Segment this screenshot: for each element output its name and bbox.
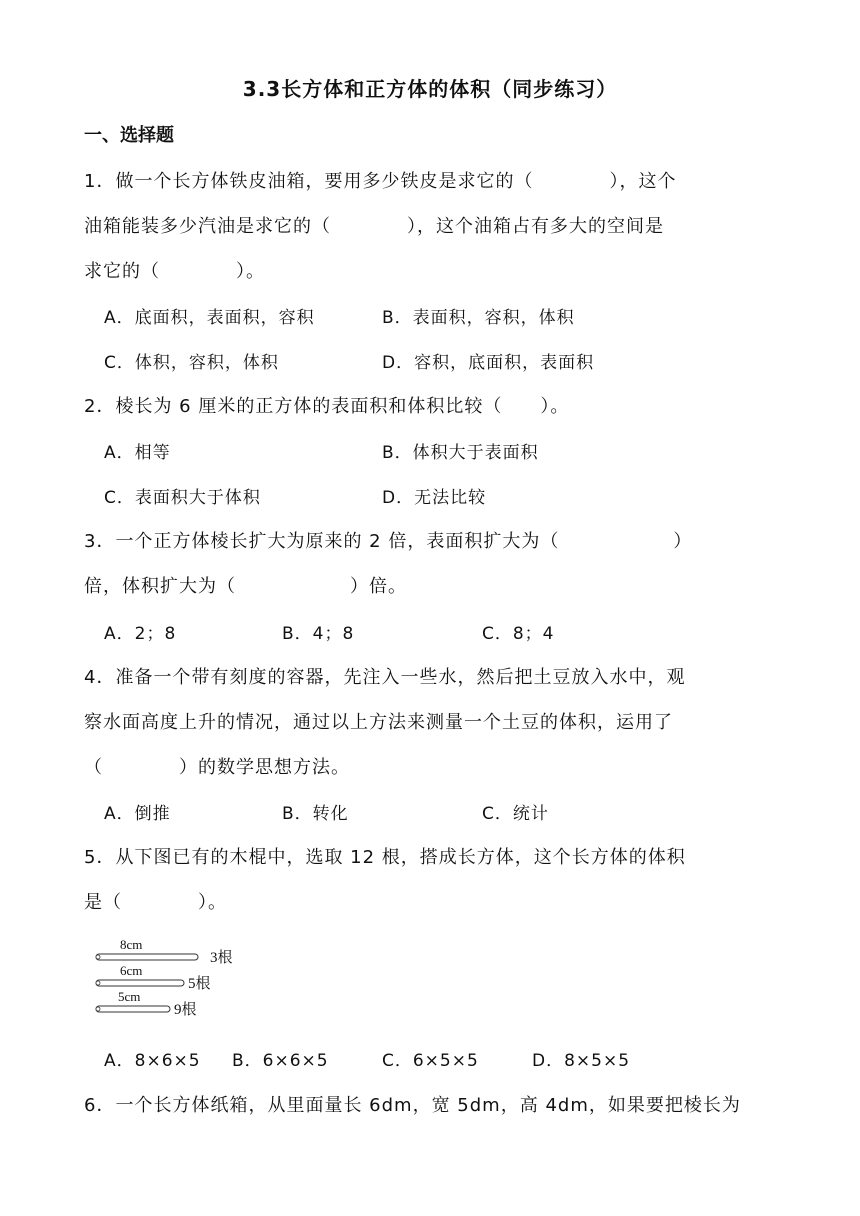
question-3-line-1: 3．一个正方体棱长扩大为原来的 2 倍，表面积扩大为（ ） [84, 531, 693, 552]
question-1-option-d[interactable]: D．容积，底面积，表面积 [382, 353, 595, 373]
stick-1-count-label: 3根 [210, 950, 233, 966]
stick-3-end-icon [96, 1007, 100, 1011]
question-3-line-2: 倍，体积扩大为（ ）倍。 [84, 576, 407, 597]
question-4-option-c[interactable]: C．统计 [482, 804, 549, 824]
question-3-option-c[interactable]: C．8；4 [482, 624, 555, 644]
question-2-line-1: 2．棱长为 6 厘米的正方体的表面积和体积比较（ ）。 [84, 396, 570, 417]
question-6-line-1: 6．一个长方体纸箱，从里面量长 6dm，宽 5dm，高 4dm，如果要把棱长为 [84, 1095, 741, 1116]
question-1-line-3: 求它的（ ）。 [84, 261, 265, 282]
question-5-line-2: 是（ ）。 [84, 892, 227, 913]
stick-2-end-icon [96, 981, 100, 985]
stick-2 [96, 980, 184, 986]
stick-1-length-label: 8cm [120, 937, 143, 952]
stick-2-count-label: 5根 [188, 976, 211, 992]
question-2-option-c[interactable]: C．表面积大于体积 [104, 488, 261, 508]
question-3-option-a[interactable]: A．2；8 [104, 624, 177, 644]
question-1-line-1: 1．做一个长方体铁皮油箱，要用多少铁皮是求它的（ ），这个 [84, 171, 677, 192]
page-title: 3.3长方体和正方体的体积（同步练习） [242, 77, 618, 101]
stick-2-length-label: 6cm [120, 963, 143, 978]
question-5-option-b[interactable]: B．6×6×5 [232, 1051, 329, 1071]
question-1-option-c[interactable]: C．体积，容积，体积 [104, 353, 279, 373]
question-4-line-3: （ ）的数学思想方法。 [84, 757, 350, 778]
stick-3-count-label: 9根 [174, 1002, 197, 1018]
question-2-option-b[interactable]: B．体积大于表面积 [382, 443, 539, 463]
question-5-line-1: 5．从下图已有的木棍中，选取 12 根，搭成长方体，这个长方体的体积 [84, 847, 686, 868]
question-4-line-1: 4．准备一个带有刻度的容器，先注入一些水，然后把土豆放入水中，观 [84, 667, 686, 688]
question-3-option-b[interactable]: B．4；8 [282, 624, 355, 644]
question-1-option-a[interactable]: A．底面积，表面积，容积 [104, 308, 315, 328]
sticks-figure [90, 936, 260, 1026]
stick-3-length-label: 5cm [118, 989, 141, 1004]
question-5-option-a[interactable]: A．8×6×5 [104, 1051, 201, 1071]
section-heading: 一、选择题 [84, 125, 174, 146]
stick-1 [96, 954, 198, 960]
question-4-line-2: 察水面高度上升的情况，通过以上方法来测量一个土豆的体积，运用了 [84, 712, 673, 733]
stick-1-end-icon [96, 955, 100, 959]
question-2-option-a[interactable]: A．相等 [104, 443, 171, 463]
question-5-option-d[interactable]: D．8×5×5 [532, 1051, 631, 1071]
question-4-option-a[interactable]: A．倒推 [104, 804, 171, 824]
question-2-option-d[interactable]: D．无法比较 [382, 488, 487, 508]
question-4-option-b[interactable]: B．转化 [282, 804, 349, 824]
question-1-line-2: 油箱能装多少汽油是求它的（ ），这个油箱占有多大的空间是 [84, 216, 664, 237]
question-5-option-c[interactable]: C．6×5×5 [382, 1051, 479, 1071]
stick-3 [96, 1006, 170, 1012]
question-1-option-b[interactable]: B．表面积，容积，体积 [382, 308, 575, 328]
